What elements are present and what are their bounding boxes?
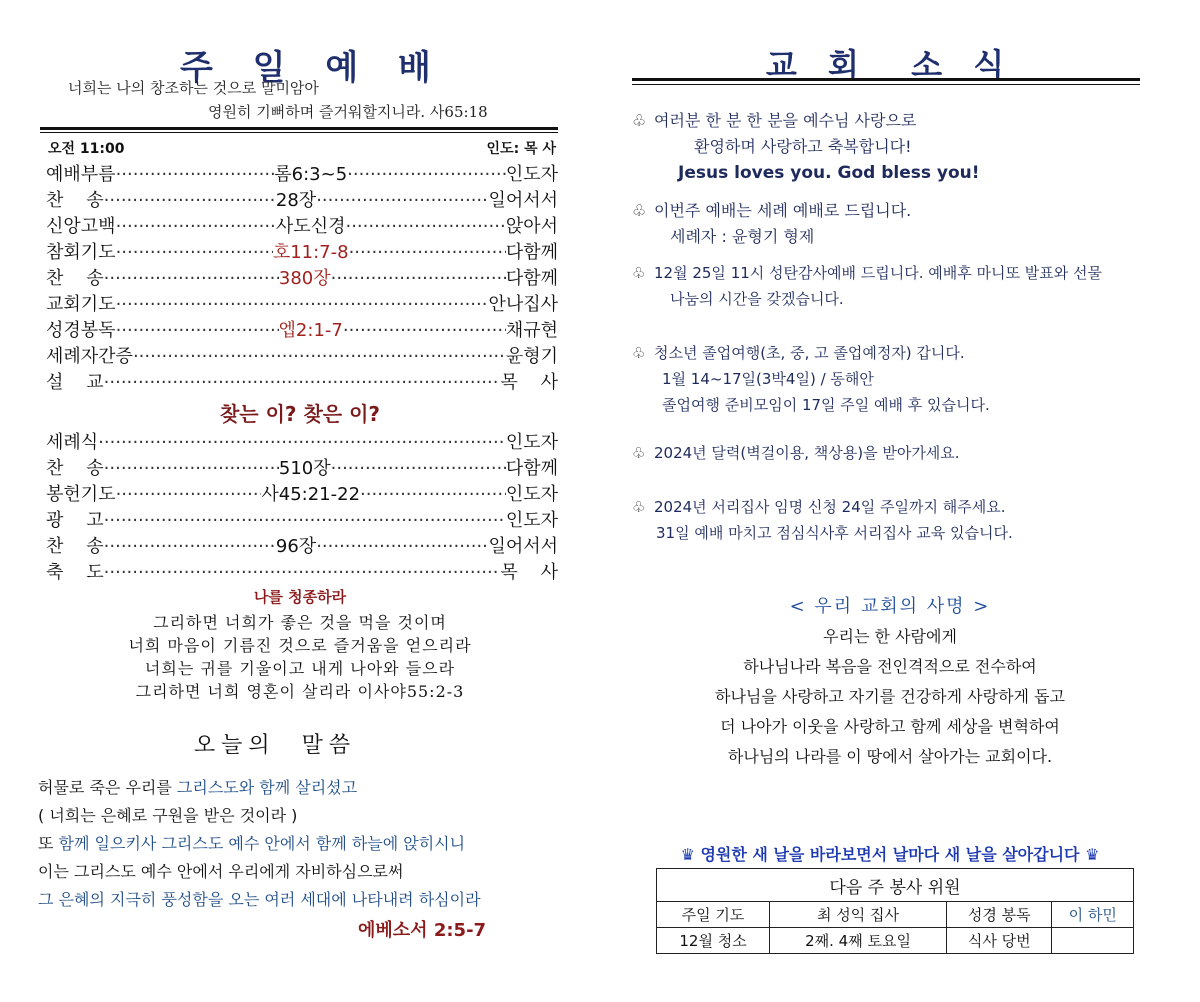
mission-title: < 우리 교회의 사명 > bbox=[789, 596, 991, 617]
mission-line: 하나님을 사랑하고 자기를 건강하게 사랑하게 돕고 bbox=[714, 687, 1065, 706]
mission-line: 우리는 한 사람에게 bbox=[823, 627, 957, 646]
order-person: 인도자 bbox=[505, 432, 558, 453]
service-time: 오전 11:00 bbox=[48, 141, 125, 157]
clover-icon: ♧ bbox=[632, 498, 646, 516]
order-person: 목 사 bbox=[500, 372, 558, 393]
word-line: 허물로 죽은 우리를 그리스도와 함께 살리셨고 bbox=[38, 778, 358, 797]
poem-line: 그리하면 너희 영혼이 살리라 이사야55:2-3 bbox=[135, 682, 465, 701]
order-person: 채규현 bbox=[505, 320, 559, 341]
order-label: 설 교 bbox=[46, 372, 104, 393]
table-cell: 이 하민 bbox=[1052, 902, 1134, 928]
poem-title: 나를 청종하라 bbox=[253, 588, 347, 606]
order-label: 신앙고백 bbox=[46, 216, 116, 237]
order-person: 인도자 bbox=[505, 484, 558, 505]
order-row bbox=[46, 454, 558, 480]
clover-icon: ♧ bbox=[632, 444, 646, 462]
order-label: 참회기도 bbox=[46, 242, 116, 263]
table-row bbox=[657, 902, 1134, 928]
order-row bbox=[46, 212, 558, 238]
order-person: 다함께 bbox=[505, 242, 558, 263]
order-person: 목 사 bbox=[500, 562, 558, 583]
order-label: 세례식 bbox=[46, 432, 99, 453]
table-cell: 최 성익 집사 bbox=[770, 902, 947, 928]
order-row bbox=[46, 506, 558, 532]
order-ref: 롬6:3~5 bbox=[274, 164, 348, 185]
table-cell: 식사 당번 bbox=[946, 928, 1052, 954]
order-person: 인도자 bbox=[505, 510, 558, 531]
order-label: 교회기도 bbox=[46, 294, 116, 315]
service-volunteers-table bbox=[656, 868, 1134, 954]
order-person: 일어서서 bbox=[488, 536, 558, 557]
word-line: 이는 그리스도 예수 안에서 우리에게 자비하심으로써 bbox=[38, 862, 404, 881]
order-row bbox=[46, 342, 558, 368]
news-item: ♧ 이번주 예배는 세례 예배로 드립니다. 세례자 : 윤형기 형제 bbox=[632, 198, 1152, 250]
table-cell: 성경 봉독 bbox=[946, 902, 1052, 928]
order-row bbox=[46, 290, 558, 316]
order-of-worship bbox=[46, 160, 558, 394]
news-item: ♧ 여러분 한 분 한 분을 예수님 사랑으로 환영하며 사랑하고 축복합니다! Jesus loves you. God bless you! bbox=[632, 108, 1152, 186]
clover-icon: ♧ bbox=[632, 264, 646, 282]
table-cell: 12월 청소 bbox=[657, 928, 770, 954]
clover-icon: ♧ bbox=[632, 344, 646, 362]
divider bbox=[632, 84, 1140, 85]
order-ref: 28장 bbox=[275, 190, 317, 211]
order-ref: 96장 bbox=[275, 536, 317, 557]
mission-line: 더 나아가 이웃을 사랑하고 함께 세상을 변혁하여 bbox=[720, 717, 1060, 736]
table-cell: 2째. 4째 토요일 bbox=[770, 928, 947, 954]
order-person: 다함께 bbox=[505, 268, 558, 289]
church-news-title: 교 회 소 식 bbox=[765, 46, 1015, 84]
order-label: 성경봉독 bbox=[46, 320, 116, 341]
order-person: 다함께 bbox=[505, 458, 558, 479]
order-label: 찬 송 bbox=[46, 190, 104, 211]
todays-word bbox=[38, 774, 481, 914]
order-row bbox=[46, 238, 558, 264]
header-verse bbox=[68, 76, 488, 124]
order-label: 광 고 bbox=[46, 510, 104, 531]
order-ref: 사도신경 bbox=[275, 216, 346, 237]
news-item: ♧ 12월 25일 11시 성탄감사예배 드립니다. 예배후 마니또 발표와 선물 나눔의 시간을 갖겠습니다. bbox=[632, 260, 1152, 312]
todays-word-title: 오늘의 말씀 bbox=[193, 733, 357, 758]
word-line: ( 너희는 은혜로 구원을 받은 것이라 ) bbox=[38, 806, 298, 825]
divider bbox=[40, 127, 558, 130]
order-row bbox=[46, 480, 558, 506]
order-label: 예배부름 bbox=[46, 164, 116, 185]
worship-title: 주 일 예 배 bbox=[180, 48, 445, 88]
clover-icon: ♧ bbox=[632, 201, 647, 220]
divider bbox=[632, 78, 1140, 81]
order-label: 찬 송 bbox=[46, 458, 104, 479]
order-person: 윤형기 bbox=[505, 346, 558, 367]
order-row bbox=[46, 532, 558, 558]
order-label: 축 도 bbox=[46, 562, 104, 583]
order-person: 인도자 bbox=[505, 164, 559, 185]
news-item: ♧ 2024년 서리집사 임명 신청 24일 주일까지 해주세요. 31일 예배 마치고 점심식사후 서리집사 교육 있습니다. bbox=[632, 494, 1152, 546]
divider bbox=[40, 132, 558, 133]
scripture-reference: 에베소서 2:5-7 bbox=[358, 920, 487, 941]
order-row bbox=[46, 558, 558, 584]
order-row bbox=[46, 316, 558, 342]
order-row bbox=[46, 186, 558, 212]
order-ref: 호11:7-8 bbox=[272, 242, 349, 263]
table-cell bbox=[1052, 928, 1134, 954]
table-row bbox=[657, 928, 1134, 954]
order-ref: 사45:21-22 bbox=[261, 484, 361, 505]
motto-banner: ♛ 영원한 새 날을 바라보면서 날마다 새 날을 살아갑니다 ♛ bbox=[680, 845, 1100, 864]
sermon-title: 찾는 이? 찾은 이? bbox=[219, 402, 380, 426]
order-label: 찬 송 bbox=[46, 536, 104, 557]
order-person: 안나집사 bbox=[488, 294, 558, 315]
word-line: 또 함께 일으키사 그리스도 예수 안에서 함께 하늘에 앉히시니 bbox=[38, 834, 466, 853]
order-row bbox=[46, 428, 558, 454]
news-item: ♧ 청소년 졸업여행(초, 중, 고 졸업예정자) 갑니다. 1월 14~17일(3박4일) / 동해안 졸업여행 준비모임이 17일 주일 예배 후 있습니다. bbox=[632, 340, 1152, 418]
mission-statement bbox=[640, 592, 1140, 774]
order-label: 세례자간증 bbox=[46, 346, 133, 367]
order-row bbox=[46, 160, 558, 186]
poem-line: 너희 마음이 기름진 것으로 즐거움을 얻으리라 bbox=[128, 636, 472, 655]
mission-line: 하나님의 나라를 이 땅에서 살아가는 교회이다. bbox=[727, 747, 1053, 766]
order-row bbox=[46, 264, 558, 290]
order-ref: 엡2:1-7 bbox=[278, 320, 343, 341]
order-person: 앉아서 bbox=[505, 216, 559, 237]
service-leader: 인도: 목 사 bbox=[486, 141, 556, 157]
order-label: 봉헌기도 bbox=[46, 484, 116, 505]
table-cell: 주일 기도 bbox=[657, 902, 770, 928]
poem-block bbox=[40, 586, 560, 702]
order-ref: 510장 bbox=[278, 458, 331, 479]
poem-line: 그리하면 너희가 좋은 것을 먹을 것이며 bbox=[153, 613, 447, 632]
order-row bbox=[46, 368, 558, 394]
table-header: 다음 주 봉사 위원 bbox=[657, 869, 1134, 902]
poem-line: 너희는 귀를 기울이고 내게 나아와 들으라 bbox=[144, 659, 456, 678]
clover-icon: ♧ bbox=[632, 111, 647, 130]
mission-line: 하나님나라 복음을 전인격적으로 전수하여 bbox=[743, 657, 1037, 676]
news-item: ♧ 2024년 달력(벽걸이용, 책상용)을 받아가세요. bbox=[632, 440, 1152, 466]
word-line: 그 은혜의 지극히 풍성함을 오는 여러 세대에 나타내려 하심이라 bbox=[38, 890, 481, 909]
verse-line-1: 너희는 나의 창조하는 것으로 말미암아 bbox=[68, 79, 319, 97]
order-ref: 380장 bbox=[278, 268, 331, 289]
order-person: 일어서서 bbox=[488, 190, 558, 211]
verse-line-2: 영원히 기뻐하며 즐거워할지니라. 사65:18 bbox=[208, 103, 488, 121]
order-of-worship-2 bbox=[46, 428, 558, 584]
service-time-row bbox=[48, 138, 556, 158]
order-label: 찬 송 bbox=[46, 268, 104, 289]
